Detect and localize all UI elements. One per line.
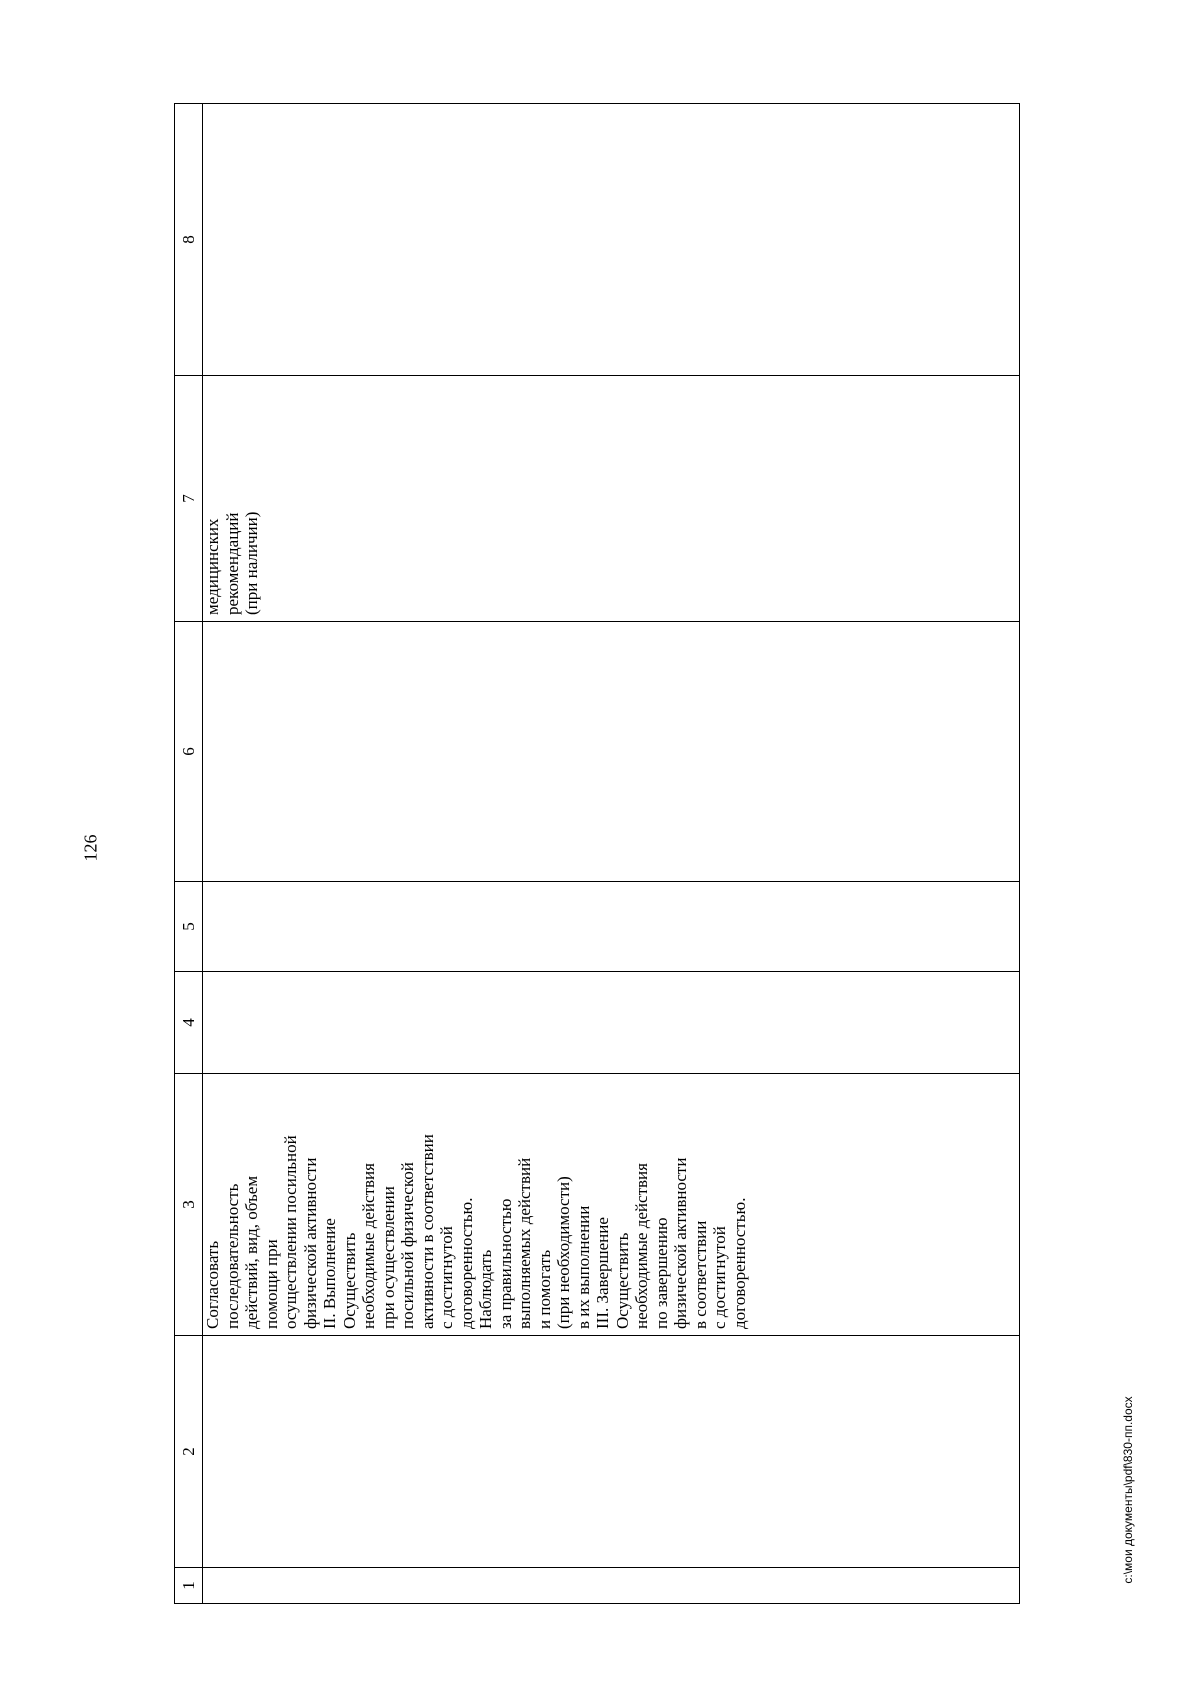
cell-text-line: (при наличии) — [242, 511, 261, 615]
cell-text-line: Осуществить — [339, 1232, 359, 1329]
cell-text-line: рекомендаций — [222, 512, 242, 615]
cell-text-line: за правильностью — [495, 1198, 515, 1329]
cell-text-line: осуществлении посильной — [281, 1135, 300, 1329]
cell-text-line: с достигнутой — [710, 1226, 729, 1329]
cell-text-line: III. Завершение — [593, 1217, 612, 1329]
document-table — [174, 103, 1020, 1604]
cell-col-7 — [203, 376, 1020, 622]
cell-text-line: Согласовать — [203, 1240, 222, 1329]
cell-text-line: активности в соответствии — [417, 1134, 437, 1329]
cell-col-4 — [203, 972, 1020, 1074]
cell-text-line: Наблюдать — [476, 1249, 495, 1329]
cell-text-line: действий, вид, объем — [242, 1175, 261, 1329]
cell-text-line: последовательность — [222, 1183, 242, 1329]
cell-text-line: помощи при — [261, 1239, 281, 1329]
cell-col-1 — [203, 1568, 1020, 1604]
cell-text-line: необходимые действия — [359, 1163, 378, 1329]
cell-text-line: необходимые действия — [632, 1163, 651, 1329]
header-col-4: 4 — [175, 972, 203, 1074]
cell-text-line: выполняемых действий — [515, 1157, 534, 1329]
header-col-8: 8 — [175, 104, 203, 376]
header-col-1: 1 — [175, 1568, 203, 1604]
cell-col-6 — [203, 622, 1020, 882]
document-table-frame — [174, 104, 1020, 1604]
page-number: 126 — [80, 834, 101, 862]
cell-text-line: Осуществить — [612, 1232, 632, 1329]
cell-text-line: медицинских — [203, 518, 222, 615]
cell-text-line: II. Выполнение — [320, 1218, 339, 1329]
cell-text-line: при осуществлении — [378, 1186, 398, 1329]
cell-text-line: договоренностью. — [456, 1197, 476, 1329]
footer-file-path: c:\мои документы\pdf\830-пп.docx — [1121, 1396, 1135, 1584]
cell-text-line: посильной физической — [398, 1162, 417, 1329]
rotated-table — [174, 104, 1020, 1604]
header-row — [175, 104, 203, 1604]
cell-text-line: по завершению — [651, 1217, 671, 1329]
cell-col-3 — [203, 1074, 1020, 1336]
cell-text-line: в их выполнении — [573, 1205, 593, 1329]
header-col-3: 3 — [175, 1074, 203, 1336]
cell-col-5 — [203, 882, 1020, 972]
cell-text-line: (при необходимости) — [554, 1176, 573, 1329]
table-row — [203, 104, 1020, 1604]
header-col-5: 5 — [175, 882, 203, 972]
cell-col-8 — [203, 104, 1020, 376]
cell-text-line: договоренностью. — [729, 1197, 749, 1329]
cell-text-line: с достигнутой — [437, 1226, 456, 1329]
cell-col-2 — [203, 1336, 1020, 1568]
cell-text-line: физической активности — [300, 1157, 320, 1329]
header-col-6: 6 — [175, 622, 203, 882]
header-col-7: 7 — [175, 376, 203, 622]
cell-text-line: и помогать — [534, 1249, 554, 1329]
header-col-2: 2 — [175, 1336, 203, 1568]
cell-text-line: в соответствии — [690, 1220, 710, 1329]
cell-text-line: физической активности — [671, 1157, 690, 1329]
